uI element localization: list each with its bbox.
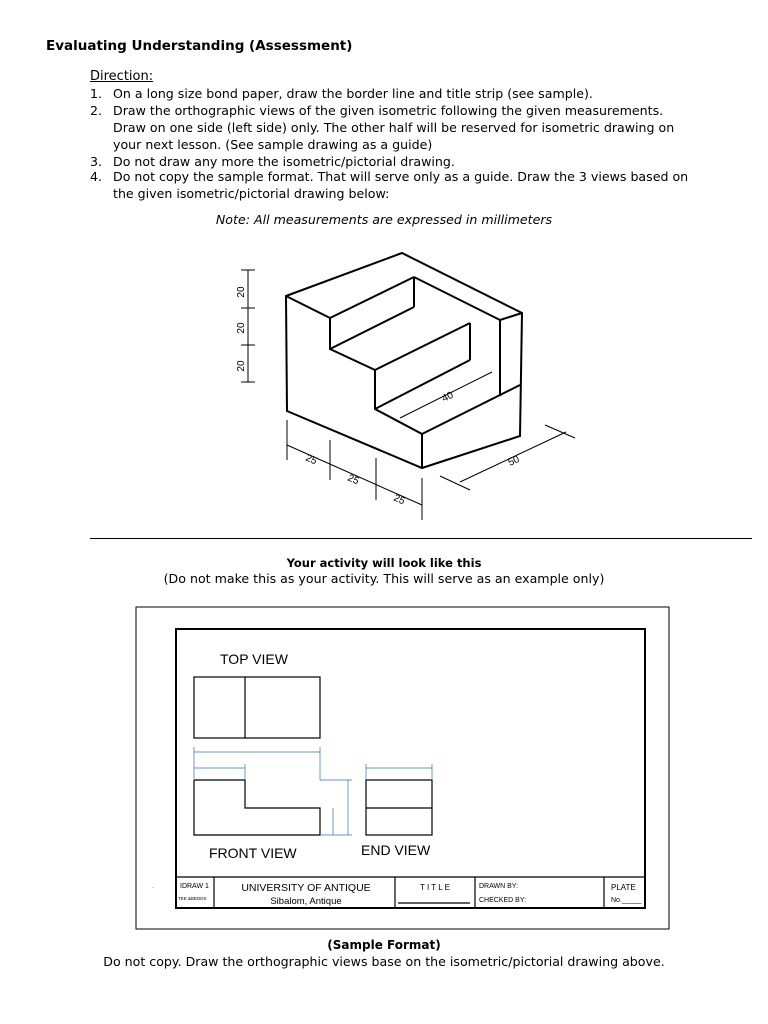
page-heading: Evaluating Understanding (Assessment) xyxy=(46,38,353,54)
sample-caption: (Sample Format) xyxy=(327,938,441,952)
dim-label: 20 xyxy=(236,322,247,334)
front-view-label: FRONT VIEW xyxy=(209,845,297,861)
step-number: 3. xyxy=(90,154,103,169)
top-view-label: TOP VIEW xyxy=(220,651,288,667)
step-text: your next lesson. (See sample drawing as a guide) xyxy=(113,137,433,152)
dim-label: 25 xyxy=(391,492,407,508)
university-name: UNIVERSITY OF ANTIQUE xyxy=(241,882,371,894)
stray-dot: · xyxy=(152,885,154,891)
dim-label: 40 xyxy=(440,389,456,405)
step-text: Do not draw any more the isometric/pictorial drawing. xyxy=(113,154,455,169)
top-view-box xyxy=(194,677,320,738)
dim-label: 20 xyxy=(236,286,247,298)
activity-subtitle: (Do not make this as your activity. This will serve as an example only) xyxy=(163,571,605,586)
university-location: Sibalom, Antique xyxy=(270,896,342,907)
direction-label: Direction: xyxy=(90,69,154,84)
front-view-profile xyxy=(194,780,320,835)
activity-title: Your activity will look like this xyxy=(286,556,482,570)
sample-note: Do not copy. Draw the orthographic views base on the isometric/pictorial drawing above. xyxy=(103,954,665,969)
step-text: Do not copy the sample format. That will serve only as a guide. Draw the 3 views based on xyxy=(113,169,689,184)
step-text: the given isometric/pictorial drawing below: xyxy=(113,186,390,201)
dim-label: 50 xyxy=(506,454,522,469)
sample-dimensions xyxy=(194,747,432,835)
step-number: 1. xyxy=(90,86,103,101)
title-code-sub: TEE &BEDDS xyxy=(178,896,207,901)
plate-label: PLATE xyxy=(611,883,636,892)
dim-label: 25 xyxy=(303,452,319,468)
checked-by-label: CHECKED BY: xyxy=(479,897,527,904)
plate-number: No._____ xyxy=(611,897,642,904)
sample-border-line xyxy=(176,629,645,908)
step-number: 2. xyxy=(90,103,103,118)
end-view-label: END VIEW xyxy=(361,842,431,858)
step-text: Draw on one side (left side) only. The other half will be reserved for isometric drawing on xyxy=(113,120,675,135)
title-label: T I T L E xyxy=(420,883,450,892)
step-text: On a long size bond paper, draw the border line and title strip (see sample). xyxy=(113,86,593,101)
step-number: 4. xyxy=(90,169,103,184)
sample-views xyxy=(194,677,432,835)
measurement-note: Note: All measurements are expressed in millimeters xyxy=(215,212,553,227)
title-code: IDRAW 1 xyxy=(180,883,209,890)
step-text: Draw the orthographic views of the given isometric following the given measurements. xyxy=(113,103,664,118)
dim-label: 20 xyxy=(236,360,247,372)
drawn-by-label: DRAWN BY: xyxy=(479,883,519,890)
dim-label: 25 xyxy=(345,472,361,488)
